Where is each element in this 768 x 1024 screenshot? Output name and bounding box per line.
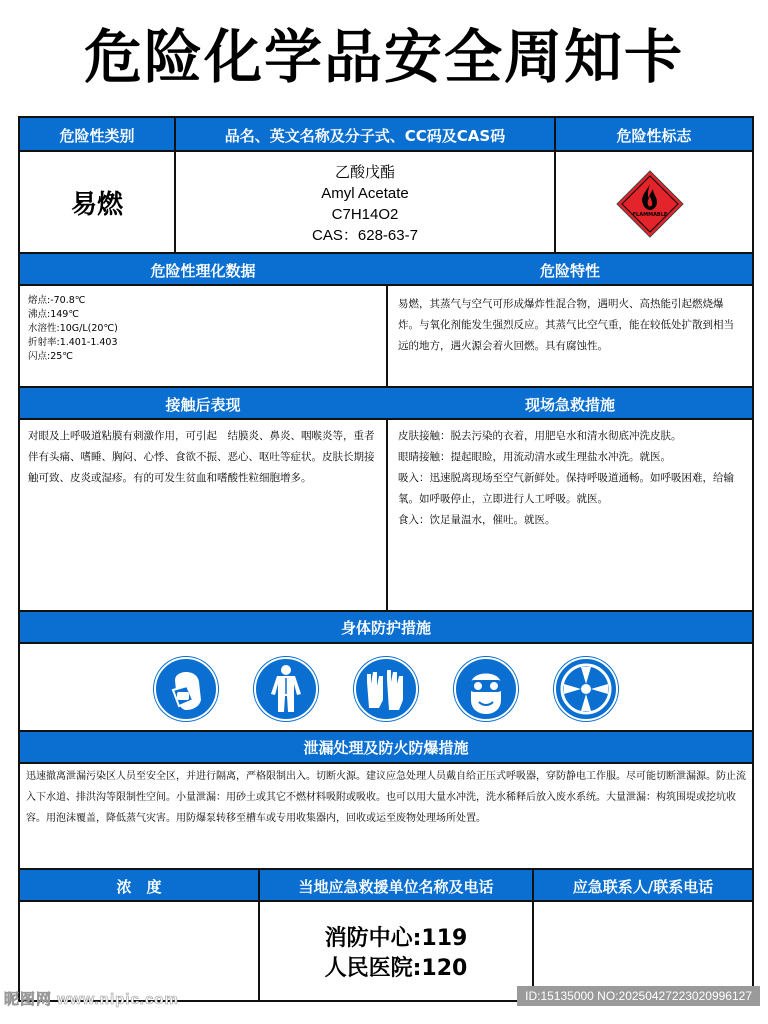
english-name: Amyl Acetate [321,185,409,202]
flammable-diamond-icon [616,170,684,238]
flash-point: 闪点:25℃ [28,351,73,362]
molecular-formula: C7H14O2 [331,206,399,223]
first-aid-header: 现场急救措施 [524,395,615,414]
first-aid-list [398,426,744,531]
eye-contact: 眼睛接触：提起眼睑，用流动清水或生理盐水冲洗。就医。 [398,451,671,463]
gloves-icon [353,656,419,722]
fire-center: 消防中心:119 [324,926,468,951]
physical-data-list [28,294,383,364]
hazard-category-value: 易燃 [70,189,123,220]
goggles-icon [453,656,519,722]
product-info [176,162,554,252]
leak-handling-header: 泄漏处理及防火防爆措施 [20,732,752,764]
refractive-index: 折射率:1.401-1.403 [28,337,118,348]
safety-card [18,116,754,1002]
contact-header: 应急联系人/联系电话 [572,877,714,896]
melting-point: 熔点:-70.8℃ [28,295,86,306]
skin-contact: 皮肤接触：脱去污染的衣着，用肥皂水和清水彻底冲洗皮肤。 [398,430,682,442]
protection-header: 身体防护措施 [20,612,752,644]
hazard-properties-header: 危险特性 [539,261,600,280]
boiling-point: 沸点:149℃ [28,309,80,320]
watermark-right: ID:15135000 NO:20250427223020996127 [517,986,760,1006]
hospital: 人民医院:120 [324,956,468,981]
concentration-header: 浓 度 [116,877,162,896]
diamond-label: FLAMMABLE [632,212,668,218]
ingestion: 食入：饮足量温水，催吐。就医。 [398,514,556,526]
physical-data-header: 危险性理化数据 [150,261,256,280]
leak-handling-text: 迅速撤离泄漏污染区人员至安全区，并进行隔离，严格限制出入。切断火源。建议应急处理人员戴自给正压式呼吸器，穿防静电工作服。尽可能切断泄漏源。防止流入下水道、排洪沟等限制性空间。小量泄漏：用砂土或其它不燃材料吸附或吸收。也可以用大量水冲洗，洗水稀释后放入废水系统。大量泄漏：构筑围堤或挖坑收容。用泡沫覆盖，降低蒸气灾害。用防爆泵转移至槽车或专用收集器内，回收或运至废物处理场所处置。 [26,771,746,824]
hazard-properties-text: 易燃，其蒸气与空气可形成爆炸性混合物，遇明火、高热能引起燃烧爆炸。与氧化剂能发生强烈反应。其蒸气比空气重，能在较低处扩散到相当远的地方，遇火源会着火回燃。具有腐蚀性。 [398,298,734,352]
inhalation: 吸入：迅速脱离现场至空气新鲜处。保持呼吸道通畅。如呼吸困难，给输氧。如呼吸停止，立即进行人工呼吸。就医。 [398,472,734,505]
watermark-left: 昵图网 www.nipic.com [4,991,179,1008]
exposure-header: 接触后表现 [165,395,241,414]
cas-number: CAS：628-63-7 [312,227,418,244]
protective-suit-icon [253,656,319,722]
water-solubility: 水溶性:10G/L(20℃) [28,323,118,334]
hazard-category-header: 危险性类别 [59,126,135,145]
product-info-header: 品名、英文名称及分子式、CC码及CAS码 [224,126,506,145]
hazard-sign-header: 危险性标志 [616,126,692,145]
ventilation-icon [553,656,619,722]
page-title: 危险化学品安全周知卡 [83,23,684,91]
exposure-text: 对眼及上呼吸道粘膜有刺激作用，可引起 结膜炎、鼻炎、咽喉炎等，重者伴有头痛、嗜睡、胸闷、心悸、食欲不振、恶心、呕吐等症状。皮肤长期接触可致、皮炎或湿疹。有的可发生贫血和嗜酸性粒细胞增多。 [28,430,375,484]
respirator-icon [153,656,219,722]
chinese-name: 乙酸戊酯 [334,164,395,181]
emergency-units [260,924,532,984]
emergency-unit-header: 当地应急救援单位名称及电话 [298,877,494,896]
